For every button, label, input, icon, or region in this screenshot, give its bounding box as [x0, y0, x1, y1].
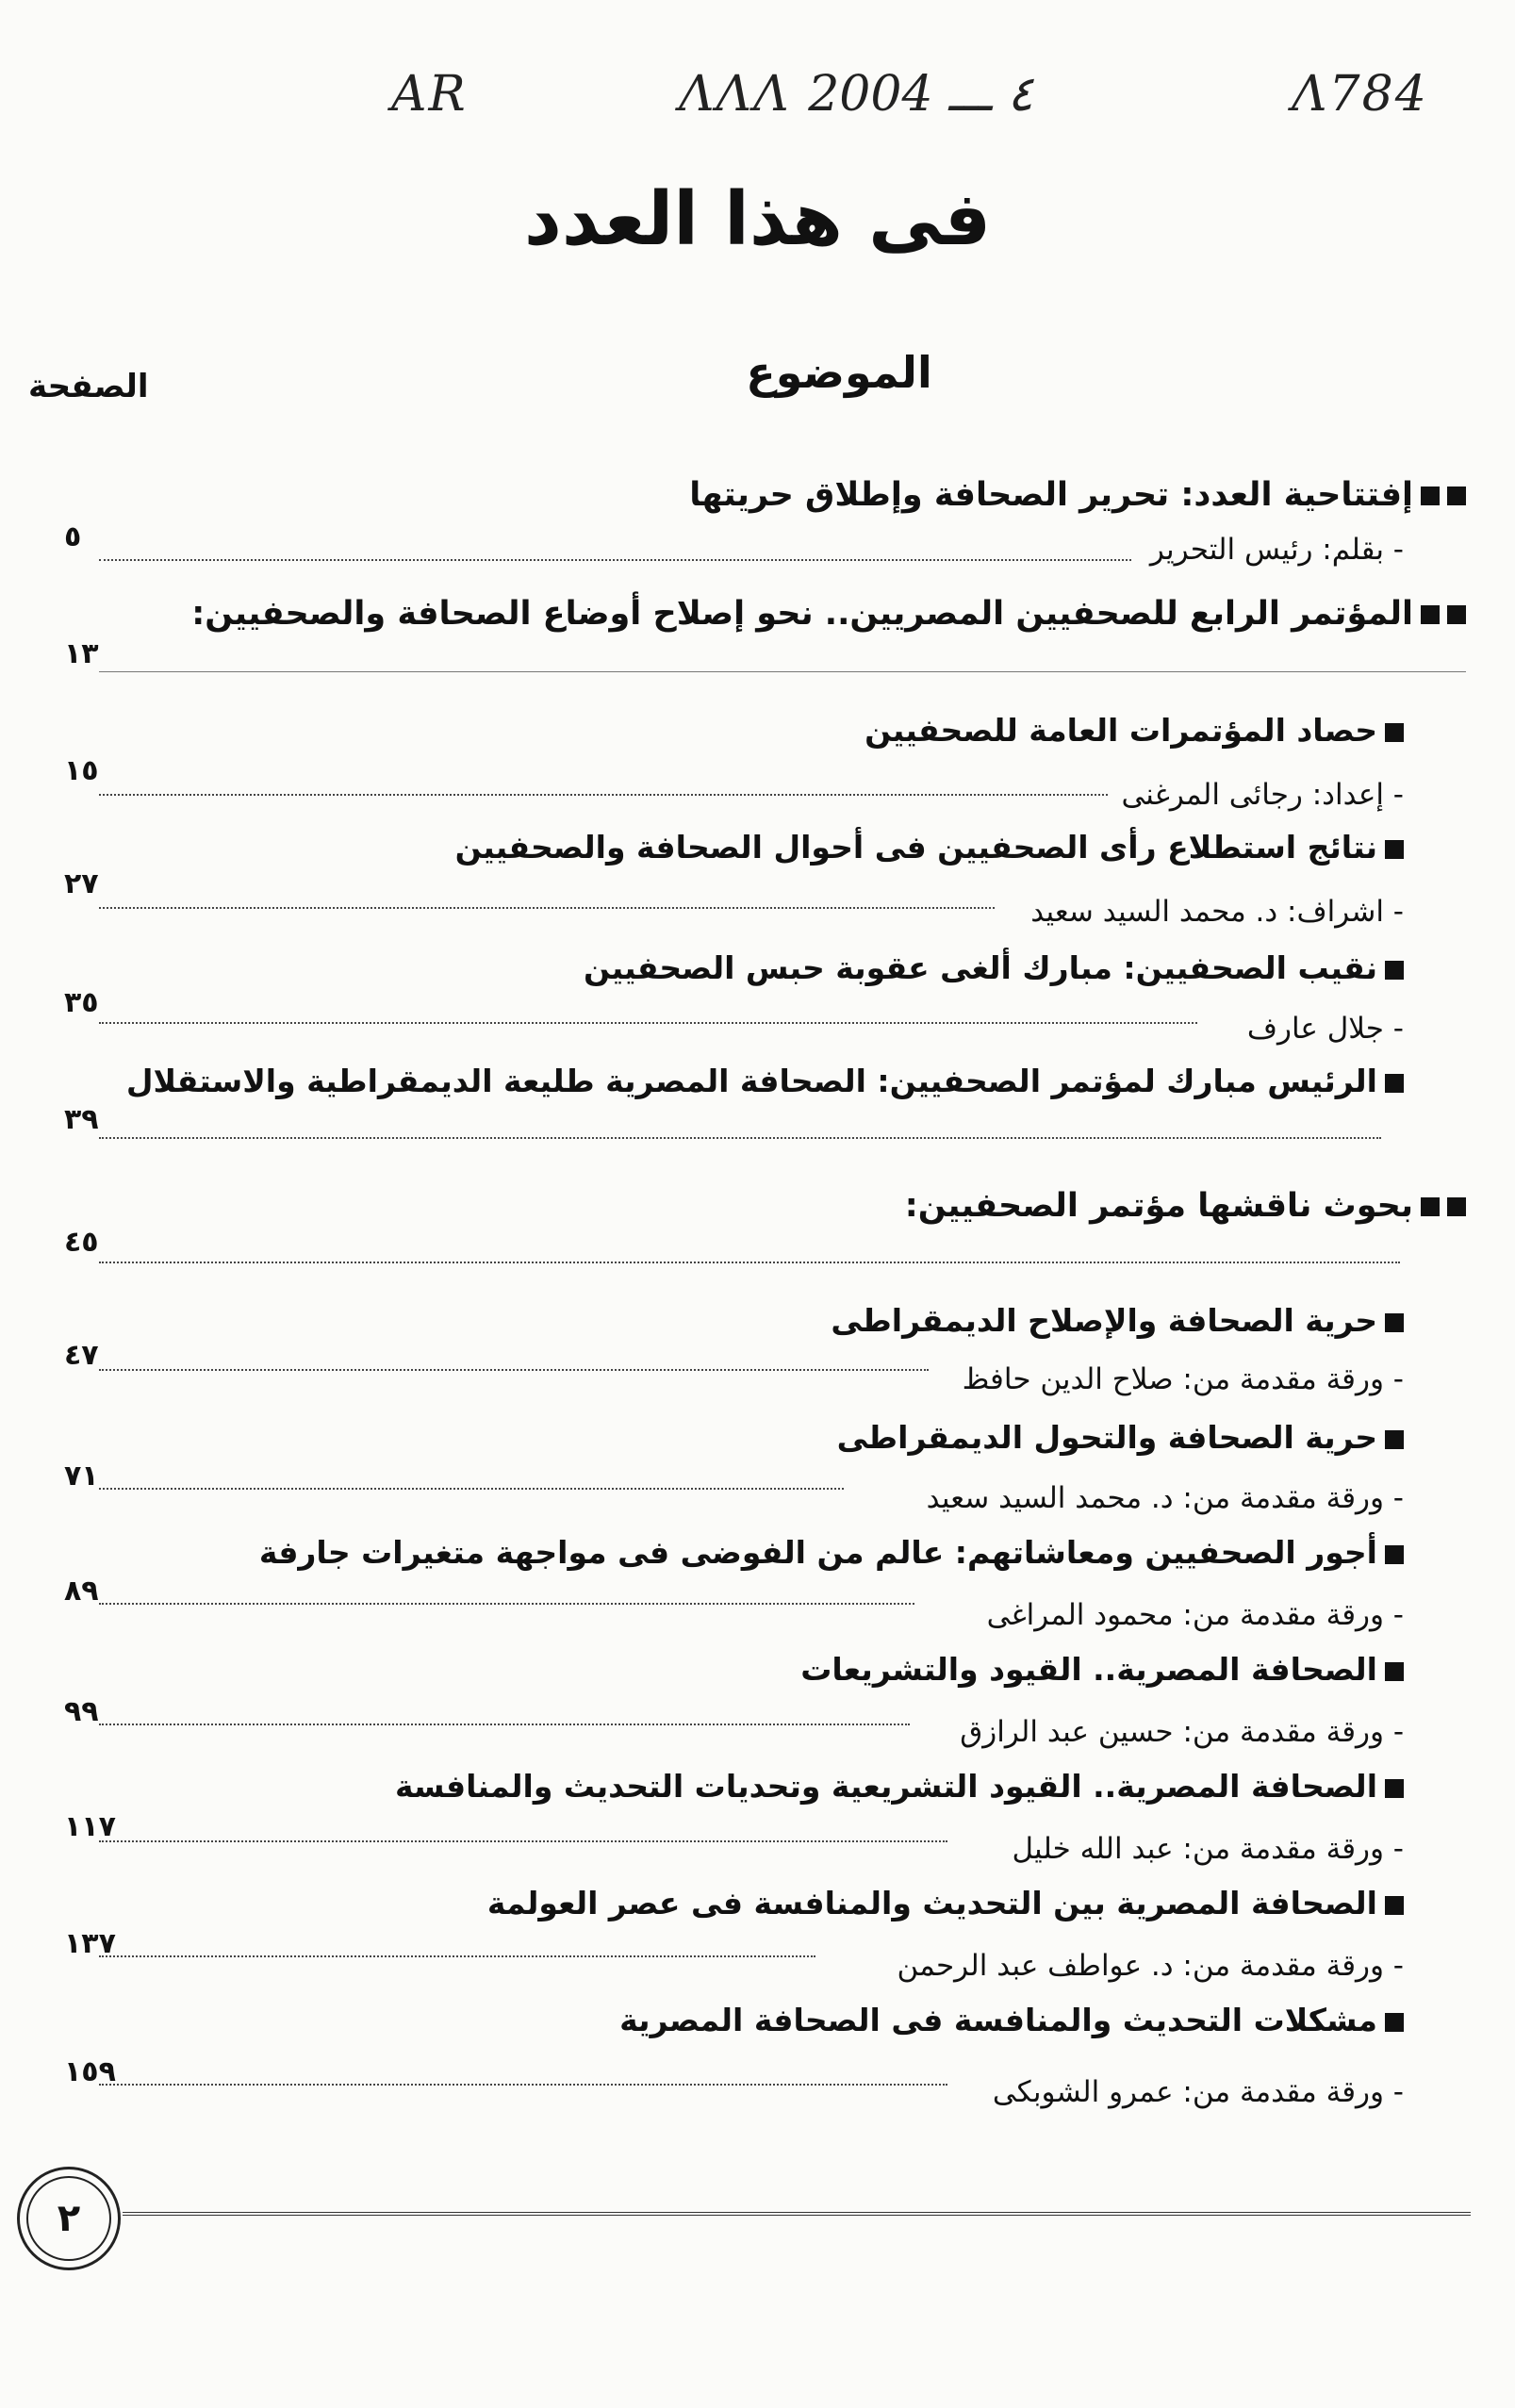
bullet-icon — [1385, 1430, 1404, 1449]
page-number[interactable]: ١٥ — [64, 754, 99, 787]
toc-entry-title[interactable]: مشكلات التحديث والمنافسة فى الصحافة المصرية — [61, 1999, 1404, 2042]
dot-leader — [99, 1488, 844, 1490]
bullet-icon — [1385, 1545, 1404, 1564]
toc-entry-title[interactable]: نتائج استطلاع رأى الصحفيين فى أحوال الصحافة والصحفيين — [61, 826, 1404, 869]
toc-entry-title[interactable]: أجور الصحفيين ومعاشاتهم: عالم من الفوضى فى مواجهة متغيرات جارفة — [61, 1531, 1404, 1575]
toc-entry-author: - إعداد: رجائى المرغنى — [1121, 778, 1404, 812]
bullet-icon — [1385, 1074, 1404, 1093]
dot-leader — [99, 1369, 929, 1371]
page-number[interactable]: ١٣ — [64, 637, 99, 670]
page-title: فى هذا العدد — [523, 177, 992, 262]
page-number-badge — [17, 2167, 121, 2270]
toc-entry-title[interactable]: بحوث ناقشها مؤتمر الصحفيين: — [61, 1184, 1466, 1228]
toc-entry-author: - ورقة مقدمة من: عمرو الشوبكى — [992, 2075, 1404, 2109]
dot-leader — [99, 907, 995, 909]
dot-leader — [99, 671, 1466, 672]
toc-entry-title[interactable]: حرية الصحافة والتحول الديمقراطى — [61, 1416, 1404, 1460]
toc-entry-title[interactable]: الصحافة المصرية.. القيود والتشريعات — [61, 1648, 1404, 1691]
toc-entry-title[interactable]: نقيب الصحفيين: مبارك ألغى عقوبة حبس الصحفيين — [61, 947, 1404, 990]
dot-leader — [99, 1022, 1197, 1024]
toc-entry-title[interactable]: الرئيس مبارك لمؤتمر الصحفيين: الصحافة المصرية طليعة الديمقراطية والاستقلال — [61, 1060, 1404, 1103]
dot-leader — [99, 1137, 1381, 1139]
page-number-text: ٢ — [57, 2197, 81, 2240]
dot-leader — [99, 1603, 914, 1605]
page-number[interactable]: ٨٩ — [64, 1575, 99, 1608]
handwritten-note-right: Λ784 — [1292, 66, 1428, 123]
page-number[interactable]: ١١٧ — [64, 1810, 116, 1843]
page-number[interactable]: ٤٥ — [64, 1226, 99, 1259]
page-number[interactable]: ٢٧ — [64, 867, 99, 900]
column-header-topic: الموضوع — [746, 347, 932, 398]
handwritten-note-middle: ΛΛΛ ٤ ـــ 2004 — [679, 66, 1034, 123]
toc-entry-author: - ورقة مقدمة من: عبد الله خليل — [1012, 1832, 1404, 1866]
dot-leader — [99, 1262, 1400, 1263]
page-number[interactable]: ٣٩ — [64, 1103, 99, 1136]
page-number[interactable]: ٧١ — [64, 1460, 99, 1493]
handwritten-note-left: AR — [391, 66, 468, 123]
toc-entry-title[interactable]: الصحافة المصرية بين التحديث والمنافسة فى عصر العولمة — [61, 1882, 1404, 1925]
bullet-icon — [1447, 487, 1466, 505]
footer-rule — [123, 2212, 1471, 2216]
bullet-icon — [1421, 605, 1440, 624]
bullet-icon — [1385, 1779, 1404, 1798]
bullet-icon — [1385, 961, 1404, 980]
dot-leader — [99, 2084, 947, 2086]
page-number[interactable]: ١٣٧ — [64, 1927, 116, 1960]
toc-entry-author: - ورقة مقدمة من: محمود المراغى — [986, 1598, 1404, 1632]
page-number[interactable]: ١٥٩ — [64, 2055, 116, 2088]
dot-leader — [99, 1955, 815, 1957]
bullet-icon — [1385, 1313, 1404, 1332]
toc-entry-author: - اشراف: د. محمد السيد سعيد — [1030, 895, 1404, 929]
bullet-icon — [1385, 1896, 1404, 1915]
bullet-icon — [1421, 487, 1440, 505]
page-number[interactable]: ٥ — [64, 520, 82, 553]
dot-leader — [99, 794, 1108, 796]
toc-entry-title[interactable]: حصاد المؤتمرات العامة للصحفيين — [61, 709, 1404, 752]
bullet-icon — [1447, 1197, 1466, 1216]
toc-entry-author: - جلال عارف — [1246, 1012, 1404, 1046]
bullet-icon — [1385, 840, 1404, 859]
toc-entry-author: - ورقة مقدمة من: صلاح الدين حافظ — [962, 1362, 1404, 1396]
toc-entry-author: - ورقة مقدمة من: د. عواطف عبد الرحمن — [897, 1949, 1404, 1983]
toc-entry-title[interactable]: إفتتاحية العدد: تحرير الصحافة وإطلاق حريتها — [61, 473, 1466, 517]
bullet-icon — [1421, 1197, 1440, 1216]
toc-entry-title[interactable]: المؤتمر الرابع للصحفيين المصريين.. نحو إصلاح أوضاع الصحافة والصحفيين: — [61, 592, 1466, 635]
column-header-page: الصفحة — [28, 368, 149, 405]
dot-leader — [99, 1840, 947, 1842]
bullet-icon — [1385, 2013, 1404, 2032]
bullet-icon — [1447, 605, 1466, 624]
toc-entry-author: - بقلم: رئيس التحرير — [1149, 533, 1404, 567]
toc-entry-author: - ورقة مقدمة من: د. محمد السيد سعيد — [926, 1481, 1404, 1515]
bullet-icon — [1385, 723, 1404, 742]
page-number[interactable]: ٤٧ — [64, 1339, 99, 1372]
toc-entry-author: - ورقة مقدمة من: حسين عبد الرازق — [960, 1715, 1404, 1749]
page-number[interactable]: ٩٩ — [64, 1695, 99, 1728]
dot-leader — [99, 1724, 910, 1725]
dot-leader — [99, 559, 1131, 561]
toc-entry-title[interactable]: حرية الصحافة والإصلاح الديمقراطى — [61, 1299, 1404, 1343]
toc-entry-title[interactable]: الصحافة المصرية.. القيود التشريعية وتحديات التحديث والمنافسة — [61, 1765, 1404, 1808]
page-number[interactable]: ٣٥ — [64, 986, 99, 1019]
bullet-icon — [1385, 1662, 1404, 1681]
